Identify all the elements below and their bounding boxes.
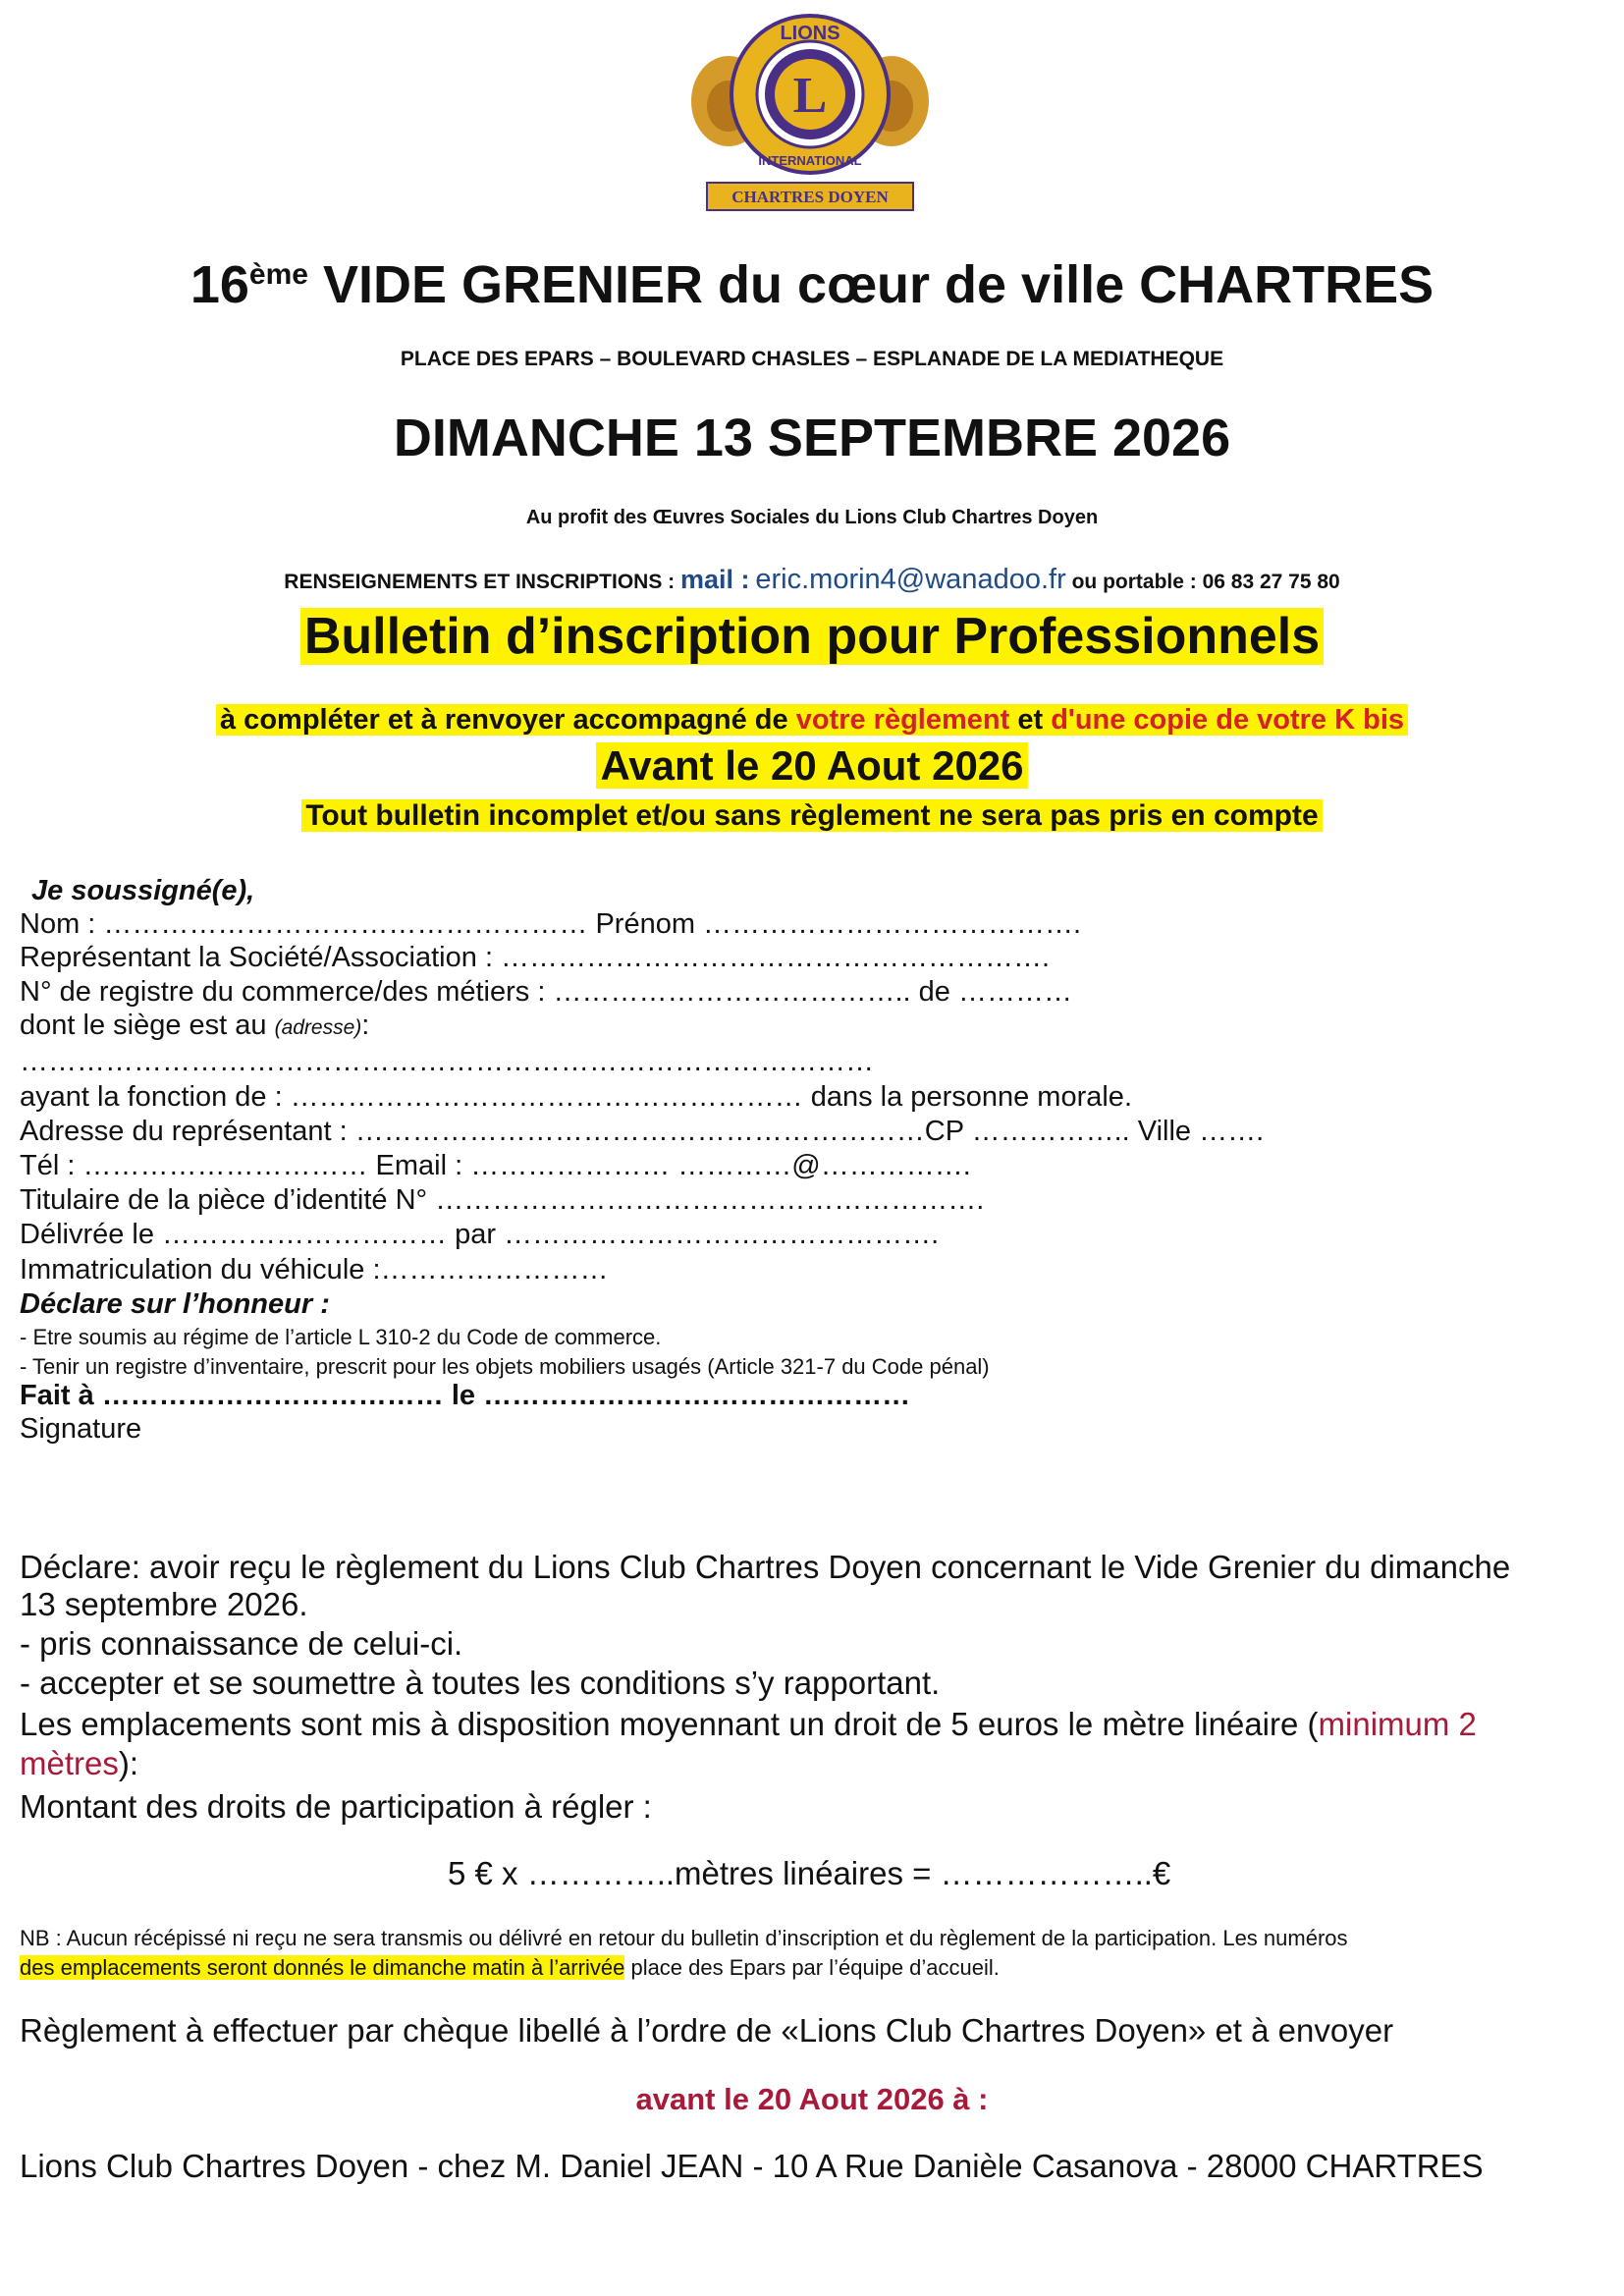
siege-label: dont le siège est au (20, 1010, 267, 1041)
profit-line: Au profit des Œuvres Sociales du Lions Club Chartres Doyen (525, 507, 1099, 528)
bulletin-title: Bulletin d’inscription pour Professionnels (300, 608, 1324, 665)
declare-line-2: 13 septembre 2026. (20, 1586, 308, 1622)
declare-item-1: - Etre soumis au régime de l’article L 310-2 du Code de commerce. (20, 1325, 662, 1349)
siege-note: (adresse) (274, 1016, 362, 1039)
event-date: DIMANCHE 13 SEPTEMBRE 2026 (393, 409, 1231, 467)
mail-label: mail : (680, 565, 750, 594)
siege-colon: : (361, 1010, 370, 1041)
pris-connaissance: - pris connaissance de celui-ci. (20, 1625, 463, 1662)
form-nom-prenom[interactable]: Nom : …………………………………………… Prénom …………………………………. (20, 908, 1082, 940)
deadline: Avant le 20 Aout 2026 (596, 742, 1027, 789)
contact-email[interactable]: eric.morin4@wanadoo.fr (755, 564, 1066, 595)
lions-logo (687, 8, 933, 214)
mailing-address: Lions Club Chartres Doyen - chez M. Daniel JEAN - 10 A Rue Danièle Casanova - 28000 CHARTRES (20, 2148, 1484, 2184)
places-line: PLACE DES EPARS – BOULEVARD CHASLES – ESPLANADE DE LA MEDIATHEQUE (400, 348, 1224, 370)
emplacements-end: ): (118, 1745, 139, 1781)
emplacements-text: Les emplacements sont mis à disposition moyennant un droit de 5 euros le mètre linéaire ( (20, 1706, 1319, 1742)
form-immatriculation[interactable]: Immatriculation du véhicule :…………………… (20, 1254, 609, 1285)
minimum-text: minimum 2 (1318, 1706, 1477, 1742)
form-tel-email[interactable]: Tél : ………………………… Email : ………………… …………@……………. (20, 1150, 971, 1181)
form-representant[interactable]: Représentant la Société/Association : …………………………………………………. (20, 942, 1051, 973)
nb-highlight: des emplacements seront donnés le dimanche matin à l’arrivée (20, 1955, 625, 1980)
metres-text: mètres (20, 1745, 119, 1781)
warning-row (0, 797, 1624, 835)
form-titulaire[interactable]: Titulaire de la pièce d’identité N° …………………………………………………. (20, 1184, 985, 1216)
form-signature: Signature (20, 1413, 142, 1445)
reglement-line: Règlement à effectuer par chèque libellé à l’ordre de «Lions Club Chartres Doyen» et à envoyer (20, 2012, 1394, 2049)
instr-kbis: d'une copie de votre K bis (1051, 704, 1404, 736)
nb-rest: place des Epars par l’équipe d’accueil. (630, 1955, 1000, 1980)
bulletin-title-row (0, 605, 1624, 668)
calculation-line[interactable]: 5 € x …………..mètres linéaires = ………………..€ (448, 1855, 1171, 1891)
page-title (0, 244, 1624, 316)
title-superscript: ème (248, 258, 308, 291)
title-text: VIDE GRENIER du cœur de ville CHARTRES (322, 255, 1435, 314)
form-adresse[interactable]: Adresse du représentant : ……………………………………………………CP …………….. Ville ……. (20, 1116, 1265, 1147)
declare-line-1: Déclare: avoir reçu le règlement du Lions Club Chartres Doyen concernant le Vide Grenier du dimanche (20, 1549, 1511, 1585)
emplacements-line-1 (20, 1705, 1477, 1744)
logo-bottom-text: INTERNATIONAL (758, 153, 862, 168)
logo-letter: L (792, 68, 828, 124)
instr-and: et (1017, 704, 1044, 736)
montant-label: Montant des droits de participation à régler : (20, 1788, 652, 1825)
form-siege[interactable] (20, 1009, 369, 1045)
form-delivree[interactable]: Délivrée le ………………………… par ………………………………………. (20, 1219, 940, 1250)
lions-emblem-icon (687, 8, 933, 214)
nb-line-1: NB : Aucun récépissé ni reçu ne sera transmis ou délivré en retour du bulletin d’inscription et du règlement de la participation. Les numéros (20, 1926, 1348, 1950)
emplacements-line-2 (20, 1744, 138, 1783)
form-fonction[interactable]: ayant la fonction de : ……………………………………………… dans la personne morale. (20, 1081, 1132, 1113)
avant-line: avant le 20 Aout 2026 à : (635, 2082, 989, 2116)
form-fait-le[interactable]: Fait à ……………………………… le ……………………………………… (20, 1380, 911, 1411)
logo-banner: CHARTRES DOYEN (731, 188, 889, 206)
instr-reglement: votre règlement (795, 704, 1010, 736)
form-intro: Je soussigné(e), (31, 875, 255, 906)
declare-title: Déclare sur l’honneur : (20, 1288, 330, 1320)
warning: Tout bulletin incomplet et/ou sans règlement ne sera pas pris en compte (301, 799, 1322, 832)
declare-item-2: - Tenir un registre d’inventaire, prescrit pour les objets mobiliers usagés (Article 321-7 du Code pénal) (20, 1354, 990, 1379)
deadline-row (0, 740, 1624, 792)
logo-top-text: LIONS (780, 23, 840, 44)
instructions-line (216, 704, 1408, 736)
contact-label: RENSEIGNEMENTS ET INSCRIPTIONS : (284, 571, 676, 593)
contact-line (0, 562, 1624, 600)
instructions-row (0, 701, 1624, 738)
contact-phone: ou portable : 06 83 27 75 80 (1071, 571, 1340, 593)
form-siege-dots[interactable]: ……………………………………………………………………………… (20, 1046, 874, 1077)
accepter-conditions: - accepter et se soumettre à toutes les conditions s’y rapportant. (20, 1665, 941, 1701)
nb-line-2 (20, 1954, 1000, 1982)
title-number: 16 (189, 255, 249, 314)
form-registre[interactable]: N° de registre du commerce/des métiers : ……………………………….. de ………… (20, 976, 1072, 1008)
instr-part-a: à compléter et à renvoyer accompagné de (220, 704, 788, 736)
